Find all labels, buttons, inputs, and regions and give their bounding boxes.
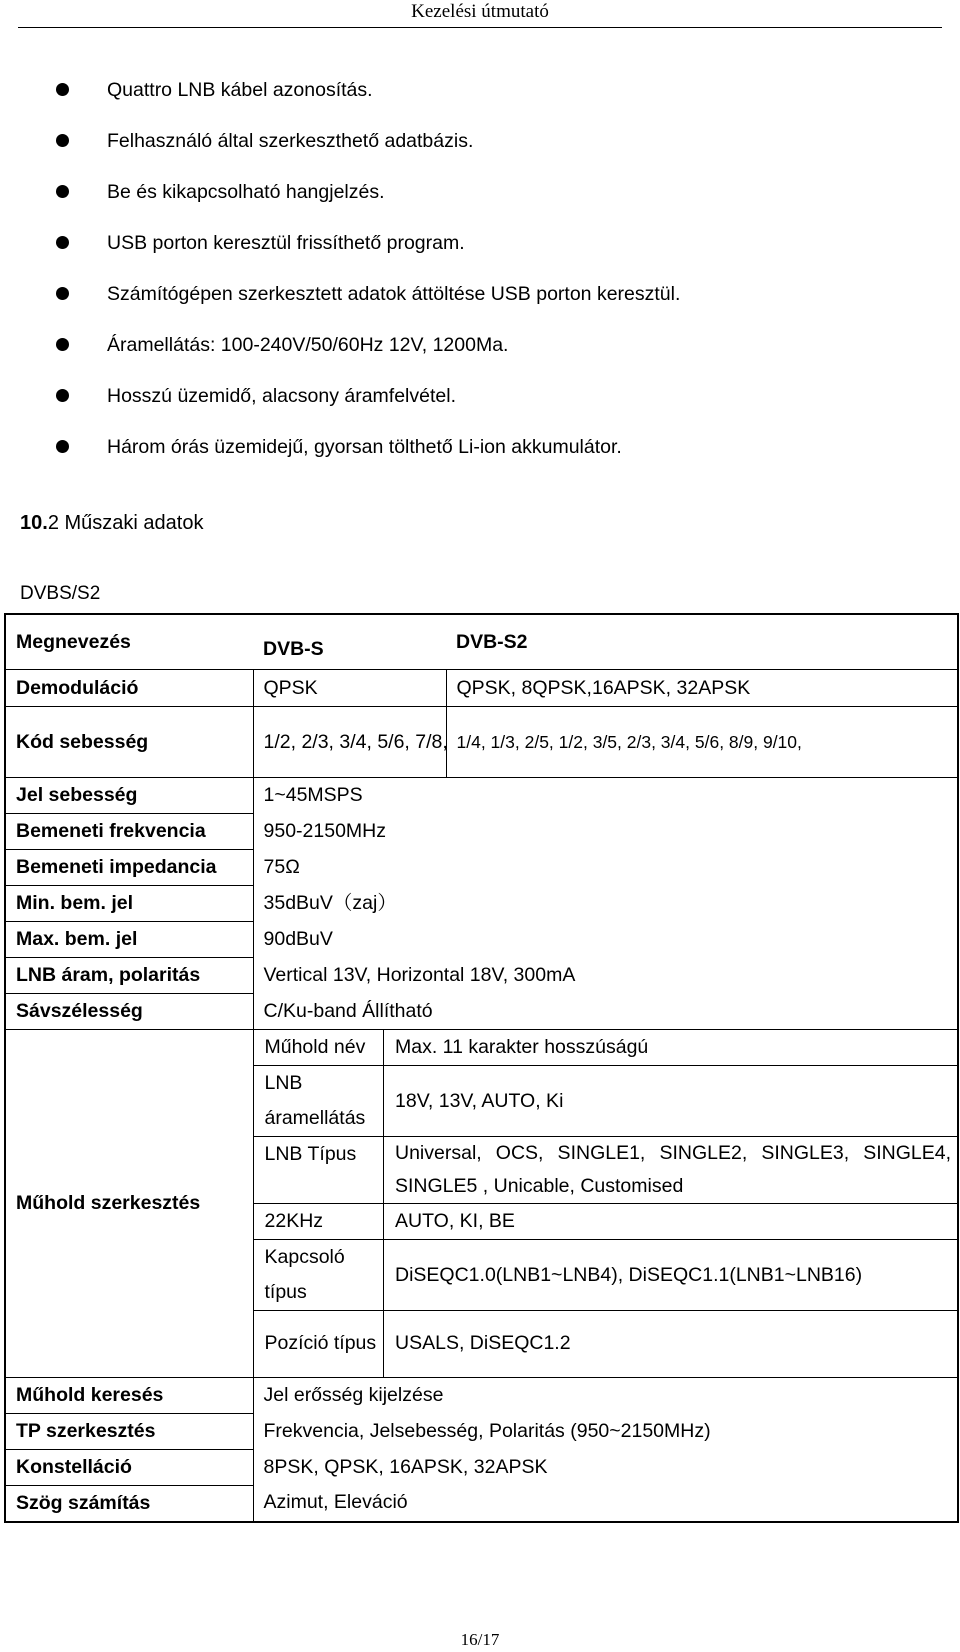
row-value-dvbs: 1/2, 2/3, 3/4, 5/6, 7/8, <box>253 707 446 778</box>
row-value: 8PSK, QPSK, 16APSK, 32APSK <box>263 1455 548 1478</box>
sub-row <box>254 1240 958 1311</box>
table-header-row <box>5 614 958 670</box>
bullet-icon <box>56 236 69 249</box>
row-label: TP szerkesztés <box>5 1413 253 1449</box>
feature-text: USB porton keresztül frissíthető program. <box>107 232 465 254</box>
table-row <box>5 814 958 850</box>
bullet-icon <box>56 440 69 453</box>
bullet-icon <box>56 287 69 300</box>
table-row <box>5 1377 958 1413</box>
feature-item <box>56 121 680 172</box>
sub-value: Universal, OCS, SINGLE1, SINGLE2, SINGLE3, SINGLE4, SINGLE5 , Unicable, Customised <box>384 1137 958 1204</box>
row-label: Demoduláció <box>5 670 253 707</box>
row-label: Sávszélesség <box>5 994 253 1030</box>
row-label: Műhold szerkesztés <box>5 1030 253 1378</box>
bullet-icon <box>56 338 69 351</box>
section-title-text: 2 Műszaki adatok <box>47 512 204 534</box>
bullet-icon <box>56 134 69 147</box>
feature-text: Be és kikapcsolható hangjelzés. <box>107 181 385 203</box>
table-row <box>5 850 958 886</box>
row-value: Vertical 13V, Horizontal 18V, 300mA <box>263 964 576 986</box>
feature-item <box>56 376 680 427</box>
sub-value: Max. 11 karakter hosszúságú <box>384 1030 958 1066</box>
row-value: 35dBuV（zaj） <box>263 892 397 914</box>
row-value: C/Ku-band Állítható <box>263 999 433 1022</box>
section-subtitle: DVBS/S2 <box>20 583 101 604</box>
sub-key: LNB áramellátás <box>254 1066 384 1137</box>
row-value: Frekvencia, Jelsebesség, Polaritás (950~2150MHz) <box>263 1419 711 1442</box>
feature-text: Felhasználó által szerkeszthető adatbázis. <box>107 130 474 152</box>
header-label: Megnevezés <box>5 614 253 670</box>
row-value-dvbs2: 1/4, 1/3, 2/5, 1/2, 3/5, 2/3, 3/4, 5/6, 8/9, 9/10, <box>446 707 958 778</box>
satellite-edit-table <box>254 1030 958 1377</box>
row-value: Azimut, Eleváció <box>263 1491 408 1514</box>
feature-text: Quattro LNB kábel azonosítás. <box>107 79 373 101</box>
row-label: Max. bem. jel <box>5 922 253 958</box>
table-row <box>5 707 958 778</box>
header-dvbs: DVB-S <box>253 614 446 670</box>
spec-table <box>4 613 959 1523</box>
header-dvbs2: DVB-S2 <box>446 614 958 670</box>
row-label: Konstelláció <box>5 1449 253 1485</box>
sub-key: Kapcsoló típus <box>254 1240 384 1311</box>
row-label: Szög számítás <box>5 1485 253 1522</box>
satellite-edit-cell <box>253 1030 958 1378</box>
table-row <box>5 958 958 994</box>
feature-text: Három órás üzemidejű, gyorsan tölthető Li-ion akkumulátor. <box>107 436 622 458</box>
feature-item <box>56 70 680 121</box>
row-value: 90dBuV <box>263 928 333 950</box>
running-header: Kezelési útmutató <box>411 1 549 22</box>
bullet-icon <box>56 83 69 96</box>
row-value: Jel erősség kijelzése <box>253 1377 958 1413</box>
section-title <box>20 512 203 535</box>
bullet-icon <box>56 185 69 198</box>
sub-row <box>254 1066 958 1137</box>
row-label: LNB áram, polaritás <box>5 958 253 994</box>
row-label: Bemeneti frekvencia <box>5 814 253 850</box>
section-number: 10. <box>20 512 48 534</box>
page-number: 16/17 <box>460 1630 500 1649</box>
feature-item <box>56 274 680 325</box>
table-row <box>5 922 958 958</box>
table-row-satellite-edit <box>5 1030 958 1378</box>
row-value-dvbs2: QPSK, 8QPSK,16APSK, 32APSK <box>446 670 958 707</box>
feature-item <box>56 325 680 376</box>
sub-value: DiSEQC1.0(LNB1~LNB4), DiSEQC1.1(LNB1~LNB16) <box>384 1240 958 1311</box>
sub-row <box>254 1030 958 1066</box>
feature-text: Számítógépen szerkesztett adatok áttöltése USB porton keresztül. <box>107 283 681 305</box>
row-value: 75Ω <box>263 856 300 878</box>
row-value-dvbs: QPSK <box>253 670 446 707</box>
row-value: 950-2150MHz <box>263 820 386 842</box>
feature-list <box>56 70 680 478</box>
sub-value: AUTO, KI, BE <box>384 1204 958 1240</box>
row-value: 1~45MSPS <box>263 784 363 807</box>
feature-text: Áramellátás: 100-240V/50/60Hz 12V, 1200Ma. <box>107 334 509 356</box>
sub-value: 18V, 13V, AUTO, Ki <box>384 1066 958 1137</box>
row-label: Min. bem. jel <box>5 886 253 922</box>
sub-key: Műhold név <box>254 1030 384 1066</box>
row-label: Bemeneti impedancia <box>5 850 253 886</box>
sub-value: USALS, DiSEQC1.2 <box>395 1332 571 1355</box>
bullet-icon <box>56 389 69 402</box>
feature-item <box>56 427 680 478</box>
sub-row <box>254 1137 958 1204</box>
table-row <box>5 1413 958 1449</box>
sub-row <box>254 1204 958 1240</box>
row-label: Jel sebesség <box>5 778 253 814</box>
feature-text: Hosszú üzemidő, alacsony áramfelvétel. <box>107 385 456 407</box>
sub-key: LNB Típus <box>254 1137 384 1204</box>
sub-key: 22KHz <box>254 1204 384 1240</box>
row-label: Kód sebesség <box>5 707 253 778</box>
table-row <box>5 778 958 814</box>
row-label: Műhold keresés <box>5 1377 253 1413</box>
feature-item <box>56 223 680 274</box>
table-row <box>5 994 958 1030</box>
table-row <box>5 1449 958 1485</box>
sub-key: Pozíció típus <box>254 1311 384 1377</box>
feature-item <box>56 172 680 223</box>
table-row <box>5 670 958 707</box>
table-row <box>5 1485 958 1522</box>
table-row <box>5 886 958 922</box>
sub-row <box>254 1311 958 1377</box>
header-rule <box>18 27 942 28</box>
